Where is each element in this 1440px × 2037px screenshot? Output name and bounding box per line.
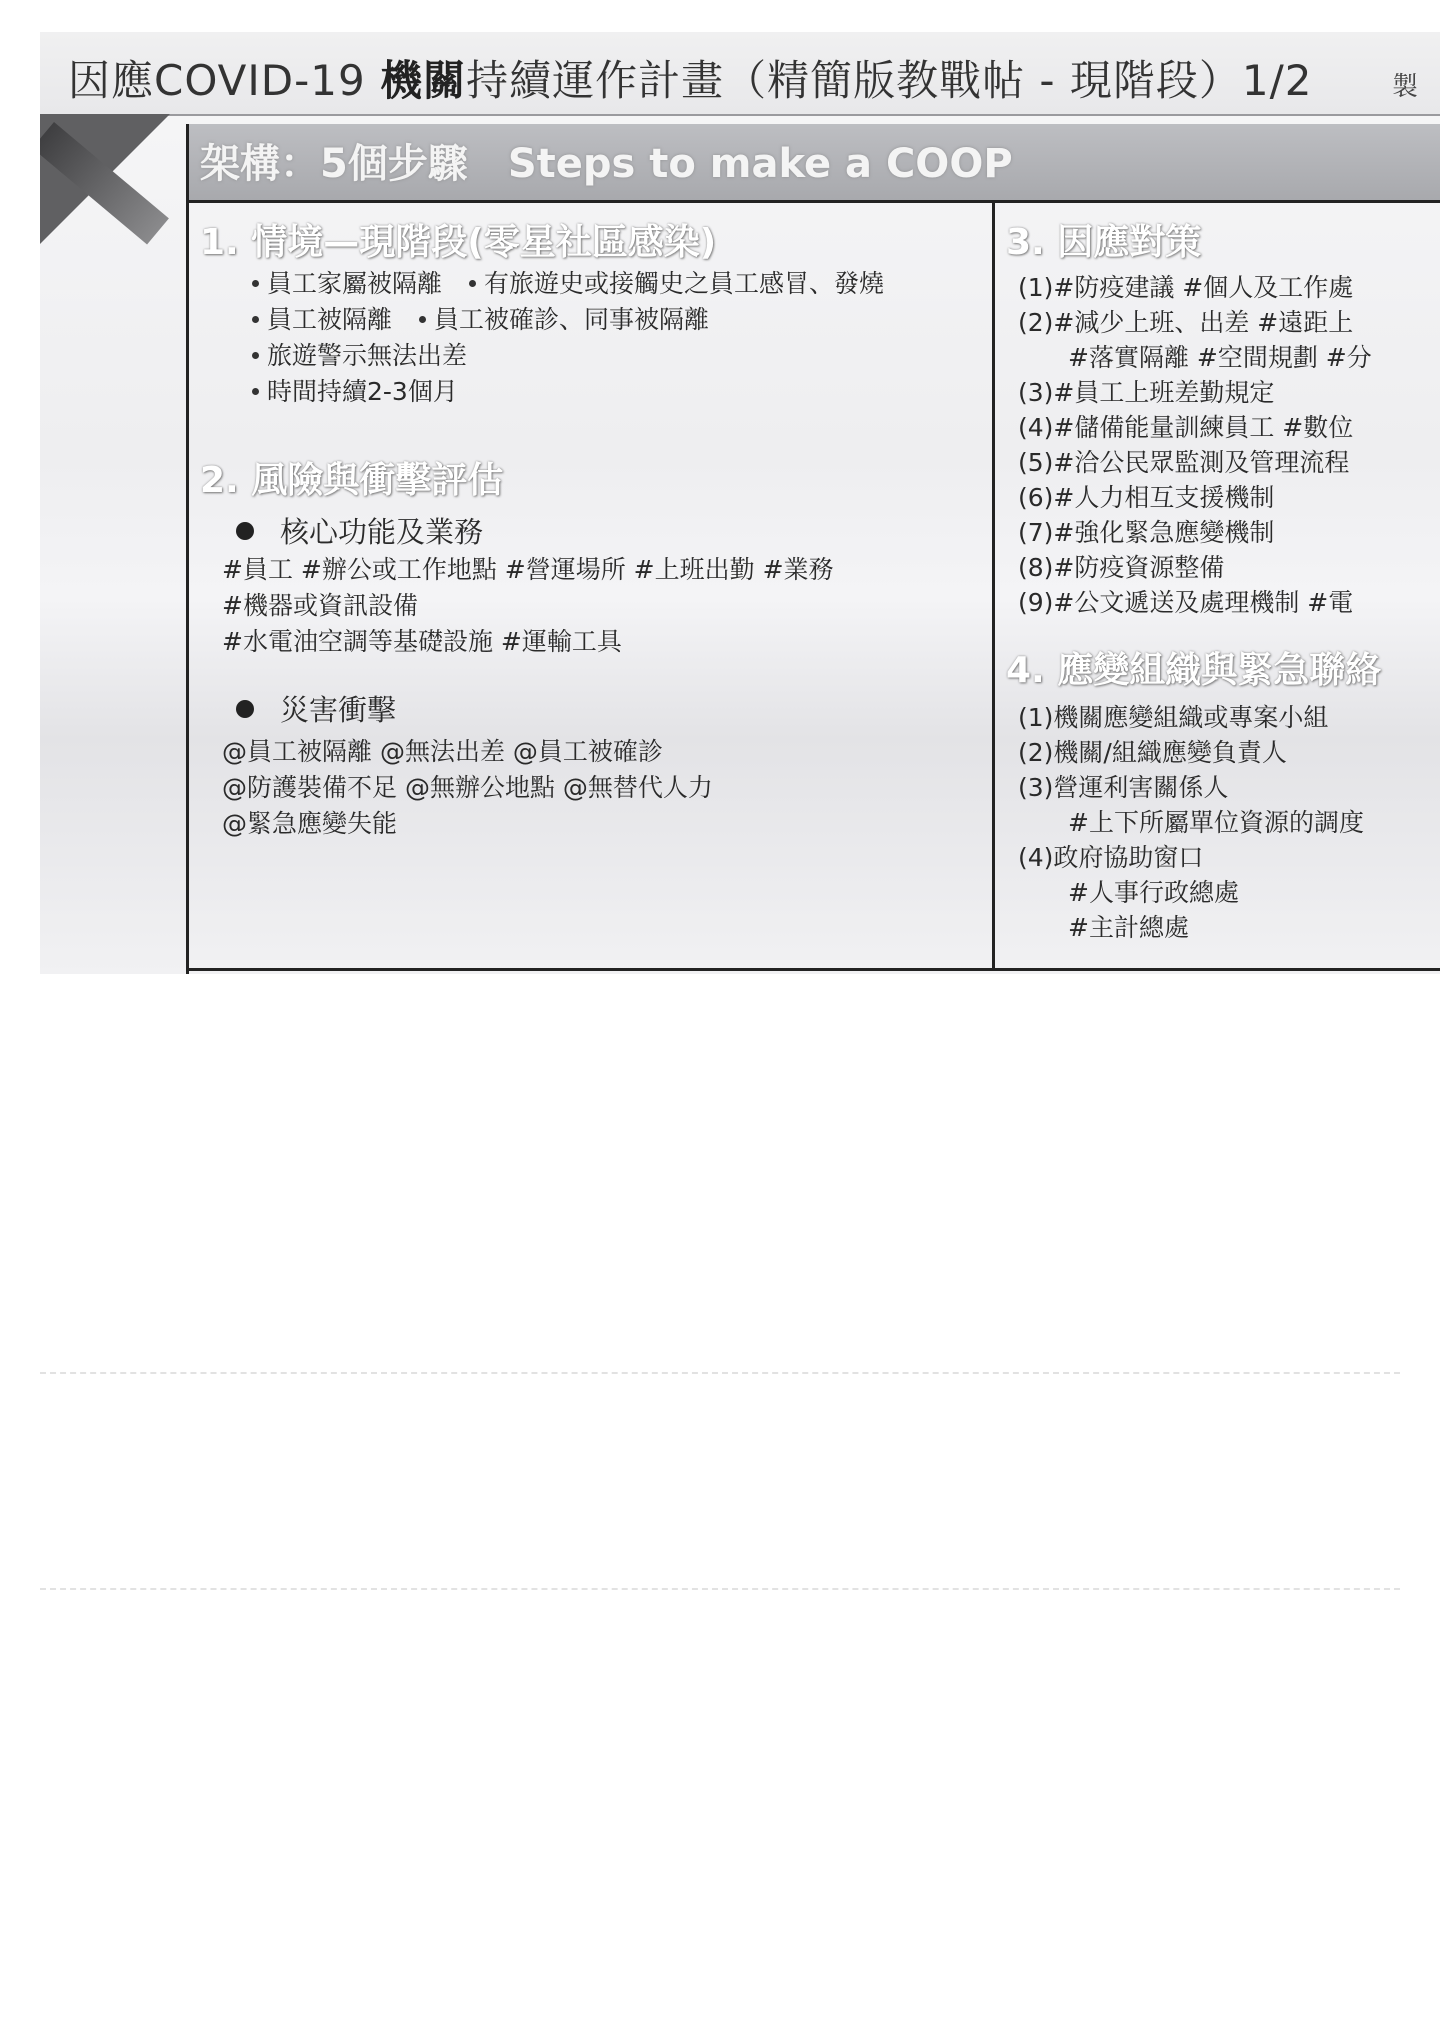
impact-line: @緊急應變失能 xyxy=(222,809,398,838)
bullet-icon xyxy=(236,700,254,718)
subtitle: 架構：5個步驟 Steps to make a COOP xyxy=(200,141,1013,187)
section3-item: (2)#減少上班、出差 #遠距上 xyxy=(1018,308,1354,337)
section1-row: 旅遊警示無法出差 xyxy=(250,336,467,372)
section1-row: 員工被隔離 員工被確診、同事被隔離 xyxy=(250,300,709,336)
title-suffix: 持續運作計畫（精簡版教戰帖 - 現階段）1/2 xyxy=(466,56,1313,105)
impact-line: @員工被隔離 @無法出差 @員工被確診 xyxy=(222,737,663,766)
header-divider xyxy=(186,200,1440,203)
section3-item: (8)#防疫資源整備 xyxy=(1018,553,1225,582)
section1-row: 時間持續2-3個月 xyxy=(250,372,458,408)
section3-item: (7)#強化緊急應變機制 xyxy=(1018,518,1275,547)
title-bar xyxy=(40,32,1440,116)
section3-item: (1)#防疫建議 #個人及工作處 xyxy=(1018,273,1354,302)
core-line: #機器或資訊設備 xyxy=(222,591,418,620)
scanned-slide xyxy=(40,32,1440,974)
title-cut-off-text: 製 xyxy=(1392,72,1419,102)
section4-item: (3)營運利害關係人 xyxy=(1018,773,1229,802)
section3-item: (5)#洽公民眾監測及管理流程 xyxy=(1018,448,1350,477)
section3-heading: 3. 因應對策 xyxy=(1006,222,1202,263)
scan-artifact-line xyxy=(40,1372,1400,1374)
slide-title xyxy=(68,48,1313,108)
core-function-label: 核心功能及業務 xyxy=(236,510,483,551)
section3-item: (9)#公文遞送及處理機制 #電 xyxy=(1018,588,1354,617)
section2-heading: 2. 風險與衝擊評估 xyxy=(200,460,504,501)
section3-item: (6)#人力相互支援機制 xyxy=(1018,483,1275,512)
section3-item: (4)#儲備能量訓練員工 #數位 xyxy=(1018,413,1354,442)
section4-item: (1)機關應變組織或專案小組 xyxy=(1018,703,1329,732)
section3-item: #落實隔離 #空間規劃 #分 xyxy=(1018,343,1372,372)
section4-heading: 4. 應變組織與緊急聯絡 xyxy=(1006,650,1382,691)
title-prefix: 因應COVID-19 xyxy=(68,56,381,105)
section3-item: (3)#員工上班差勤規定 xyxy=(1018,378,1275,407)
section4-item: #上下所屬單位資源的調度 xyxy=(1018,808,1364,837)
section1-row: 員工家屬被隔離 有旅遊史或接觸史之員工感冒、發燒 xyxy=(250,264,884,300)
impact-line: @防護裝備不足 @無辦公地點 @無替代人力 xyxy=(222,773,713,802)
impact-label: 災害衝擊 xyxy=(236,688,396,729)
section1-heading: 1. 情境—現階段(零星社區感染) xyxy=(200,222,717,263)
bottom-border xyxy=(186,968,1440,971)
title-bold: 機關 xyxy=(380,56,467,105)
section4-item: (4)政府協助窗口 xyxy=(1018,843,1204,872)
section4-item: #主計總處 xyxy=(1018,913,1189,942)
core-line: #水電油空調等基礎設施 #運輸工具 xyxy=(222,627,622,656)
section4-item: (2)機關/組織應變負責人 xyxy=(1018,738,1287,767)
section4-item: #人事行政總處 xyxy=(1018,878,1239,907)
left-column-border xyxy=(186,124,189,974)
scan-artifact-line xyxy=(40,1588,1400,1590)
bullet-icon xyxy=(236,522,254,540)
middle-column-border xyxy=(992,200,995,970)
core-line: #員工 #辦公或工作地點 #營運場所 #上班出勤 #業務 xyxy=(222,555,834,584)
